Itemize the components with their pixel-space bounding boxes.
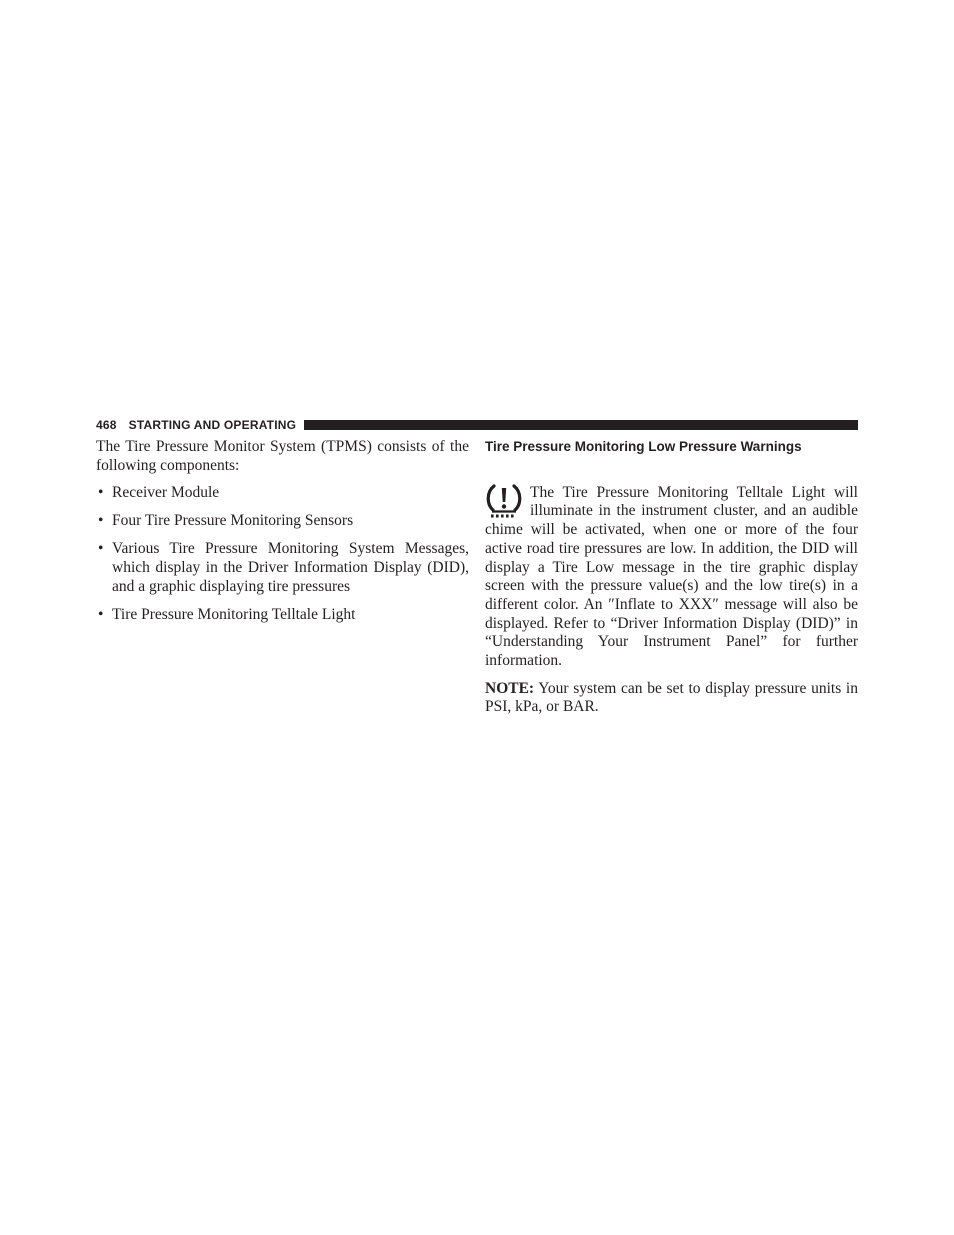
list-item-text: Various Tire Pressure Monitoring System Messages, which display in the Driver Information Display (DID), and a graphic displaying tire pressures xyxy=(112,540,469,595)
warning-text: The Tire Pressure Monitoring Telltale Light will illuminate in the instrument cluster, and an audible chime will be activated, when one or more of the four active road tire pressures are low. In addition, the DID will display a Tire Low message in the tire graphic display screen with the pressure value(s) and the low tire(s) in a different color. An ″Inflate to XXX″ message will also be displayed. Refer to “Driver Information Display (DID)” in “Understanding Your Instrument Panel” for further information. xyxy=(485,483,858,670)
bullet-marker: • xyxy=(98,540,104,558)
section-title: STARTING AND OPERATING xyxy=(128,418,297,432)
bullet-marker: • xyxy=(98,512,104,530)
list-item xyxy=(96,540,469,596)
list-item xyxy=(96,484,469,503)
note-paragraph xyxy=(485,680,858,717)
list-item xyxy=(96,606,469,625)
list-item-text: Receiver Module xyxy=(112,484,220,502)
bullet-marker: • xyxy=(98,605,104,623)
header-rule xyxy=(304,420,858,430)
list-item-text: Four Tire Pressure Monitoring Sensors xyxy=(112,512,354,530)
list-item-text: Tire Pressure Monitoring Telltale Light xyxy=(112,605,356,623)
left-column xyxy=(96,438,469,634)
page-number: 468 xyxy=(96,418,117,432)
components-list xyxy=(96,484,469,624)
right-column xyxy=(485,438,858,717)
section-heading: Tire Pressure Monitoring Low Pressure Warnings xyxy=(485,439,802,454)
page-header xyxy=(96,417,858,433)
tire-pressure-warning-icon xyxy=(485,484,523,520)
list-item xyxy=(96,512,469,531)
intro-paragraph: The Tire Pressure Monitor System (TPMS) consists of the following components: xyxy=(96,438,469,474)
note-label: NOTE: xyxy=(485,679,535,697)
note-text: Your system can be set to display pressure units in PSI, kPa, or BAR. xyxy=(485,679,858,716)
warning-paragraph xyxy=(485,484,858,671)
bullet-marker: • xyxy=(98,484,104,502)
